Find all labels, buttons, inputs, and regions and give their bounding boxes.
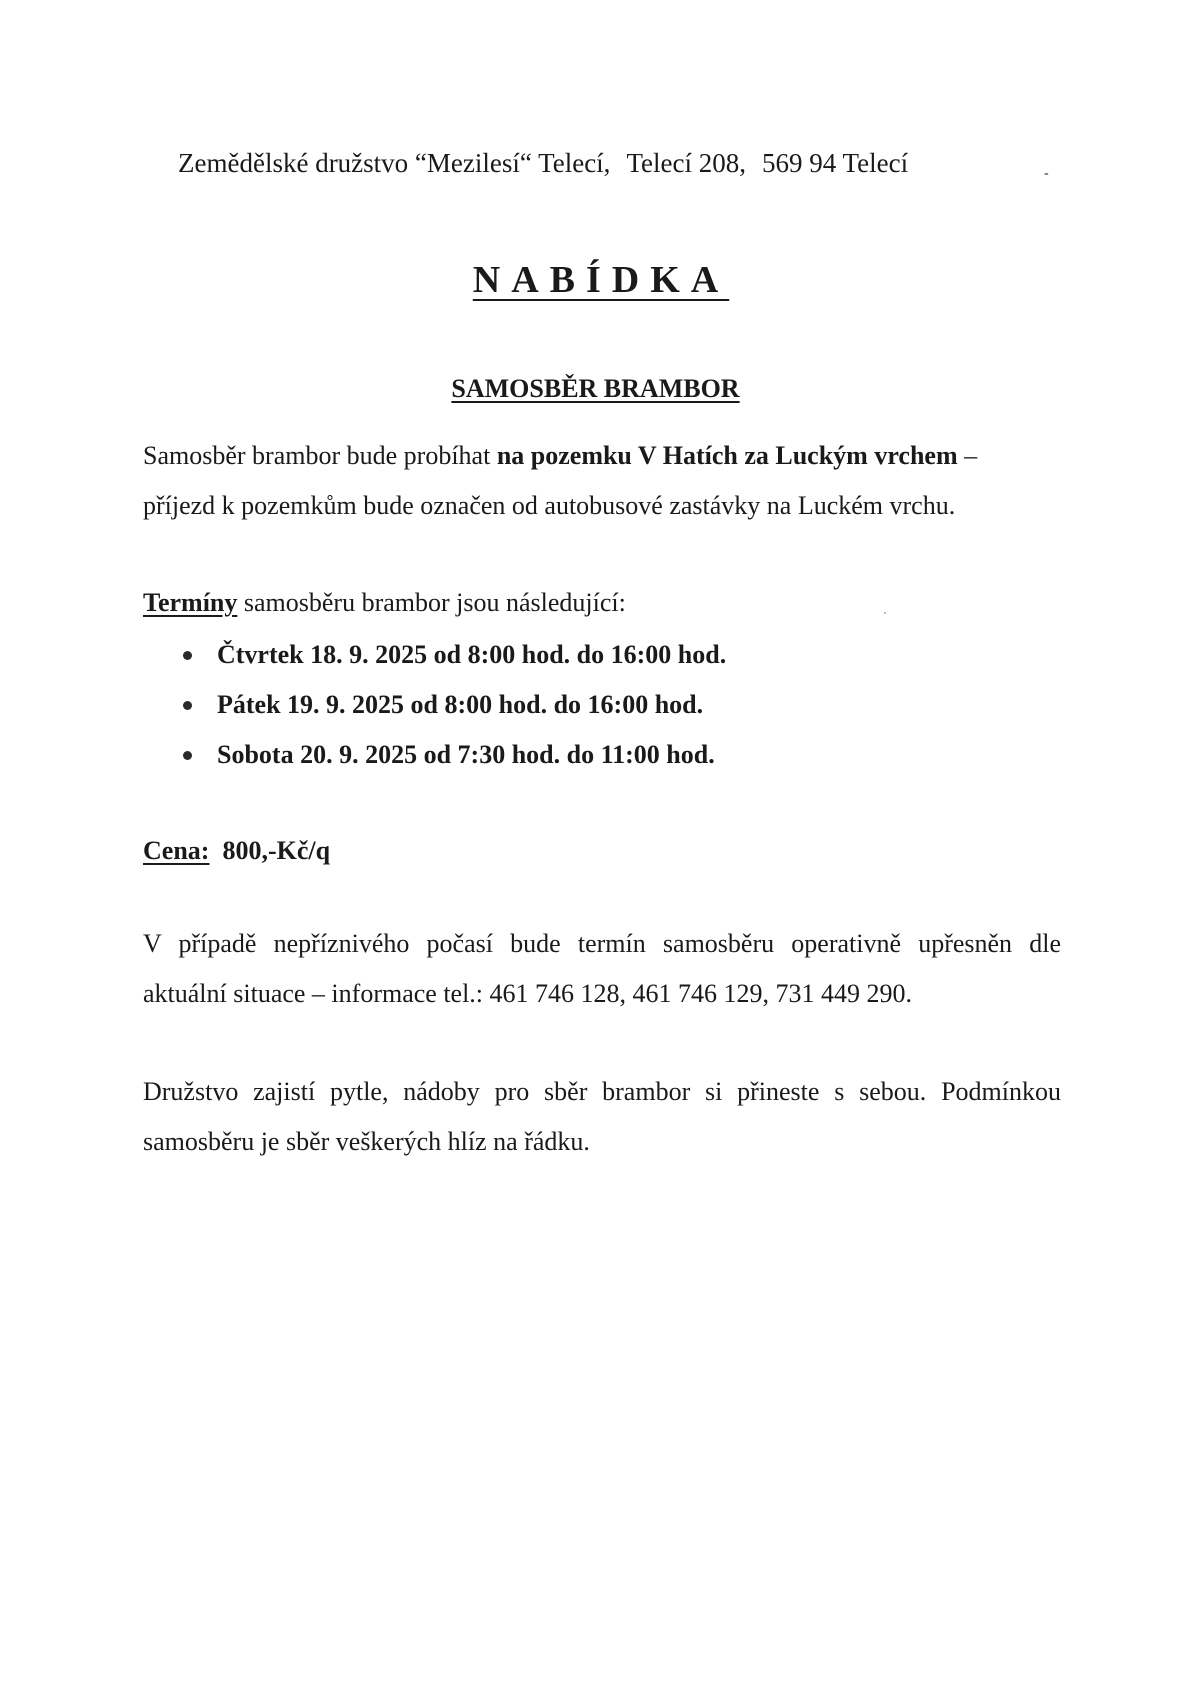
list-item bbox=[143, 680, 726, 730]
scan-speck bbox=[884, 612, 886, 614]
bags-line1: Družstvo zajistí pytle, nádoby pro sběr brambor si přineste s sebou. Podmínkou bbox=[143, 1077, 1061, 1106]
document-subtitle: SAMOSBĚR BRAMBOR bbox=[451, 374, 740, 403]
header-tick-mark: - bbox=[1044, 166, 1049, 181]
intro-line2: příjezd k pozemkům bude označen od autobusové zastávky na Luckém vrchu. bbox=[143, 491, 956, 520]
bags-line2: samosběru je sběr veškerých hlíz na řádku. bbox=[143, 1127, 590, 1156]
organization-header bbox=[178, 148, 908, 179]
intro-line1-after: – bbox=[957, 441, 978, 470]
weather-paragraph bbox=[143, 919, 1061, 1019]
terms-label: Termíny bbox=[143, 588, 238, 617]
document-title bbox=[0, 258, 1191, 302]
terms-heading bbox=[143, 578, 1063, 628]
term-item-text: Čtvrtek 18. 9. 2025 od 8:00 hod. do 16:00 hod. bbox=[217, 640, 727, 669]
bullet-icon bbox=[183, 751, 192, 760]
organization-name: Zemědělské družstvo “Mezilesí“ Telecí, bbox=[178, 148, 611, 178]
intro-location: na pozemku V Hatích za Luckým vrchem bbox=[496, 441, 958, 470]
bullet-icon bbox=[183, 651, 192, 660]
price-value: 800,-Kč/q bbox=[222, 836, 331, 865]
intro-line1-before: Samosběr brambor bude probíhat bbox=[143, 441, 497, 470]
list-item bbox=[143, 630, 726, 680]
list-item bbox=[143, 730, 726, 780]
bags-paragraph bbox=[143, 1067, 1061, 1167]
document-title-text: NABÍDKA bbox=[472, 259, 730, 301]
terms-list bbox=[143, 630, 726, 780]
price-line bbox=[143, 826, 1063, 876]
bullet-icon bbox=[183, 701, 192, 710]
organization-street: Telecí 208, bbox=[626, 148, 746, 178]
organization-postal-city: 569 94 Telecí bbox=[762, 148, 909, 178]
weather-line1: V případě nepříznivého počasí bude termín samosběru operativně upřesněn dle bbox=[143, 929, 1061, 958]
terms-text: samosběru brambor jsou následující: bbox=[237, 588, 626, 617]
weather-line2: aktuální situace – informace tel.: 461 746 128, 461 746 129, 731 449 290. bbox=[143, 979, 913, 1008]
intro-paragraph bbox=[143, 431, 1063, 531]
term-item-text: Pátek 19. 9. 2025 od 8:00 hod. do 16:00 hod. bbox=[217, 690, 704, 719]
price-label: Cena: bbox=[143, 836, 210, 865]
term-item-text: Sobota 20. 9. 2025 od 7:30 hod. do 11:00 hod. bbox=[217, 740, 715, 769]
